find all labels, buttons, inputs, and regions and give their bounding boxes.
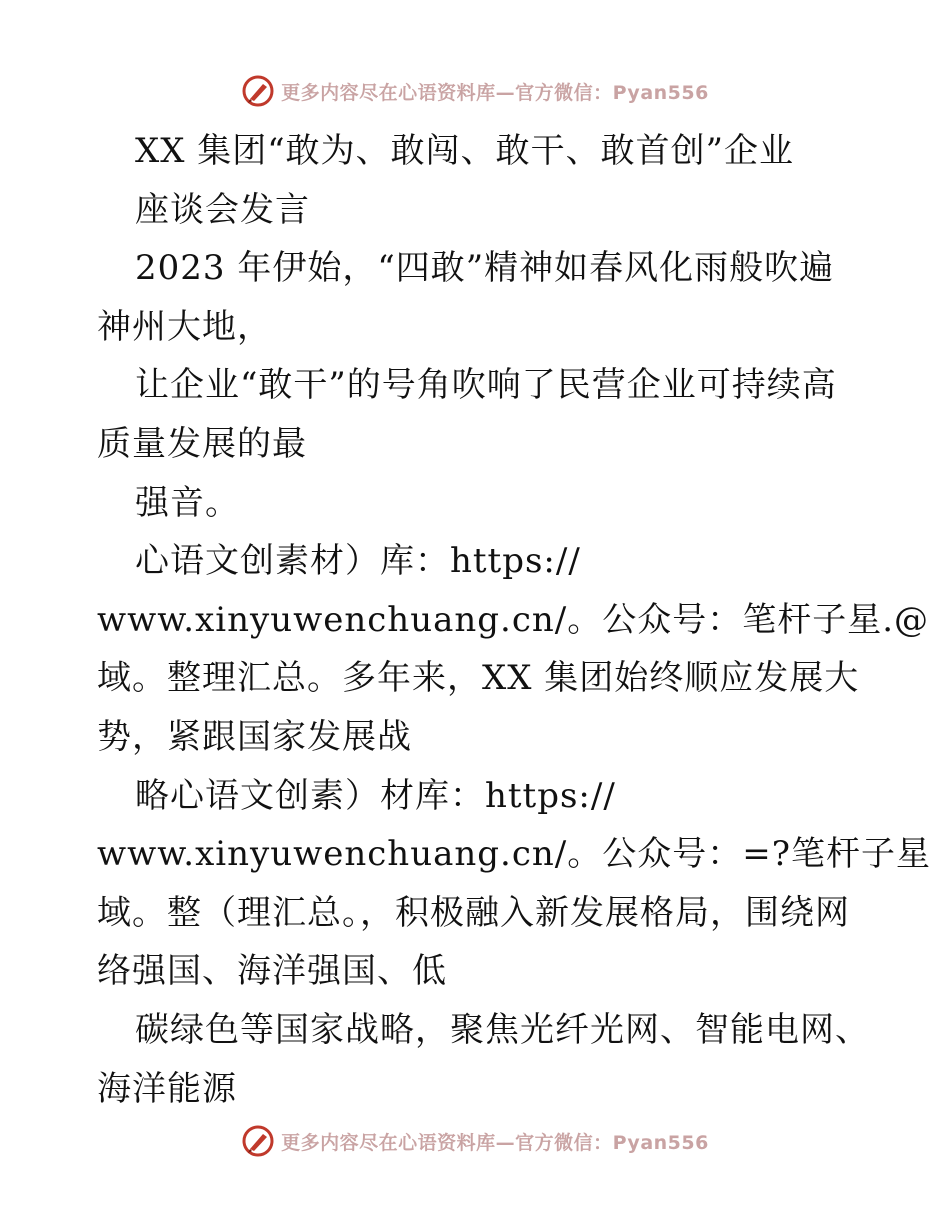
text-line: 势，紧跟国家发展战	[97, 716, 412, 757]
text-line: XX 集团“敢为、敢闯、敢干、敢首创”企业	[135, 131, 794, 171]
text-line: 强音。	[135, 482, 240, 523]
text-line: 海洋能源	[97, 1068, 237, 1109]
pen-circle-logo-icon	[241, 1124, 275, 1158]
pen-circle-logo-icon	[241, 74, 275, 108]
text-line: 2023 年伊始，“四敢”精神如春风化雨般吹遍	[135, 248, 835, 289]
text-line: 域。整（理汇总。，积极融入新发展格局，围绕网	[97, 892, 850, 933]
header-banner	[0, 71, 950, 111]
text-line: 心语文创素材）库：https://	[135, 541, 581, 582]
text-line: 域。整理汇总。多年来，XX 集团始终顺应发展大	[97, 658, 860, 699]
text-line: www.xinyuwenchuang.cn/。公众号：笔杆子星.@	[97, 599, 930, 640]
text-line: 让企业“敢干”的号角吹响了民营企业可持续高	[135, 365, 837, 406]
text-line: 碳绿色等国家战略，聚焦光纤光网、智能电网、	[135, 1009, 870, 1050]
footer-banner-text: 更多内容尽在心语资料库—官方微信：Pyan556	[281, 1131, 709, 1154]
text-line: www.xinyuwenchuang.cn/。公众号：=?笔杆子星	[97, 834, 931, 875]
header-banner-text: 更多内容尽在心语资料库—官方微信：Pyan556	[281, 81, 709, 104]
footer-banner	[0, 1121, 950, 1161]
text-line: 座谈会发言	[135, 189, 310, 230]
text-line: 神州大地，	[97, 306, 272, 347]
document-body	[97, 122, 931, 1118]
text-line: 络强国、海洋强国、低	[97, 951, 447, 992]
text-line: 质量发展的最	[97, 423, 307, 464]
text-line: 略心语文创素）材库：https://	[135, 775, 616, 816]
